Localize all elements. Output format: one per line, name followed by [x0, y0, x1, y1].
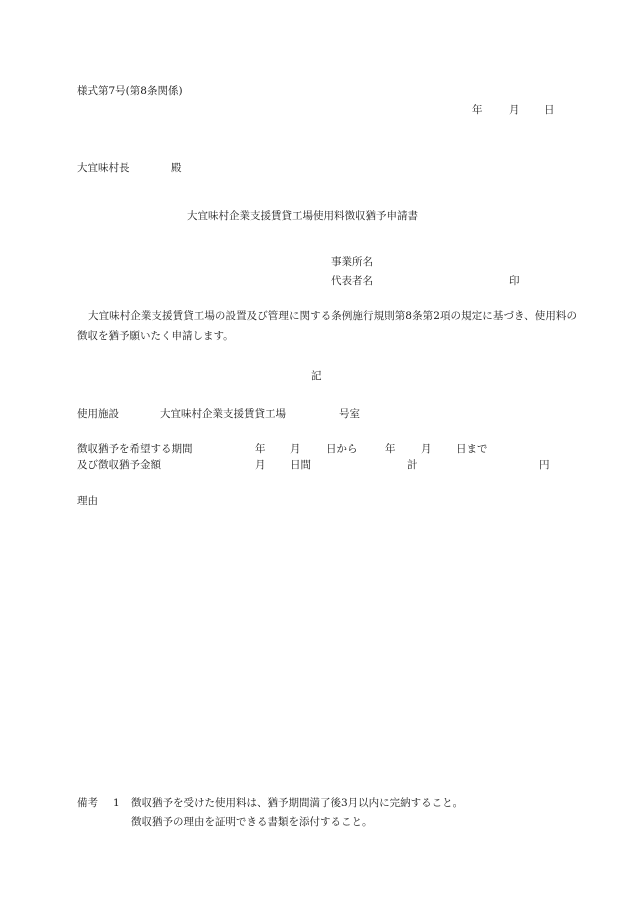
period-label-line1: 徴収猶予を希望する期間	[77, 443, 193, 455]
period-label-line2: 及び徴収猶予金額	[77, 459, 161, 471]
months-label: 月	[255, 459, 266, 471]
addressee-name: 大宜味村長	[77, 162, 130, 174]
note-number-1: 1	[113, 797, 120, 809]
date-day-label: 日	[544, 104, 555, 116]
date-month-label: 月	[509, 104, 520, 116]
form-number: 様式第7号(第8条関係)	[77, 85, 183, 97]
seal-mark: 印	[509, 275, 520, 287]
from-month-label: 月	[290, 443, 301, 455]
to-day-label: 日まで	[456, 443, 488, 455]
note-1: 徴収猶予を受けた使用料は、猶予期間満了後3月以内に完納すること。	[131, 797, 464, 809]
note-2: 徴収猶予の理由を証明できる書類を添付すること。	[131, 816, 373, 828]
document-title: 大宜味村企業支援賃貸工場使用料徴収猶予申請書	[187, 210, 418, 222]
addressee-honorific: 殿	[171, 162, 182, 174]
facility-label: 使用施設	[77, 408, 119, 420]
yen-label: 円	[539, 459, 550, 471]
from-day-label: 日から	[326, 443, 358, 455]
to-month-label: 月	[421, 443, 432, 455]
office-name-label: 事業所名	[331, 256, 373, 268]
reason-label: 理由	[77, 495, 98, 507]
from-year-label: 年	[255, 443, 266, 455]
total-label: 計	[407, 459, 418, 471]
notes-label: 備考	[77, 797, 98, 809]
ki-heading: 記	[311, 370, 322, 382]
room-number-label: 号室	[339, 408, 360, 420]
date-year-label: 年	[472, 104, 483, 116]
application-statement: 大宜味村企業支援賃貸工場の設置及び管理に関する条例施行規則第8条第2項の規定に基づき、使用料の徴収を猶予願いたく申請します。	[77, 310, 577, 342]
representative-name-label: 代表者名	[331, 275, 373, 287]
facility-name: 大宜味村企業支援賃貸工場	[160, 408, 286, 420]
to-year-label: 年	[385, 443, 396, 455]
days-label: 日間	[290, 459, 311, 471]
